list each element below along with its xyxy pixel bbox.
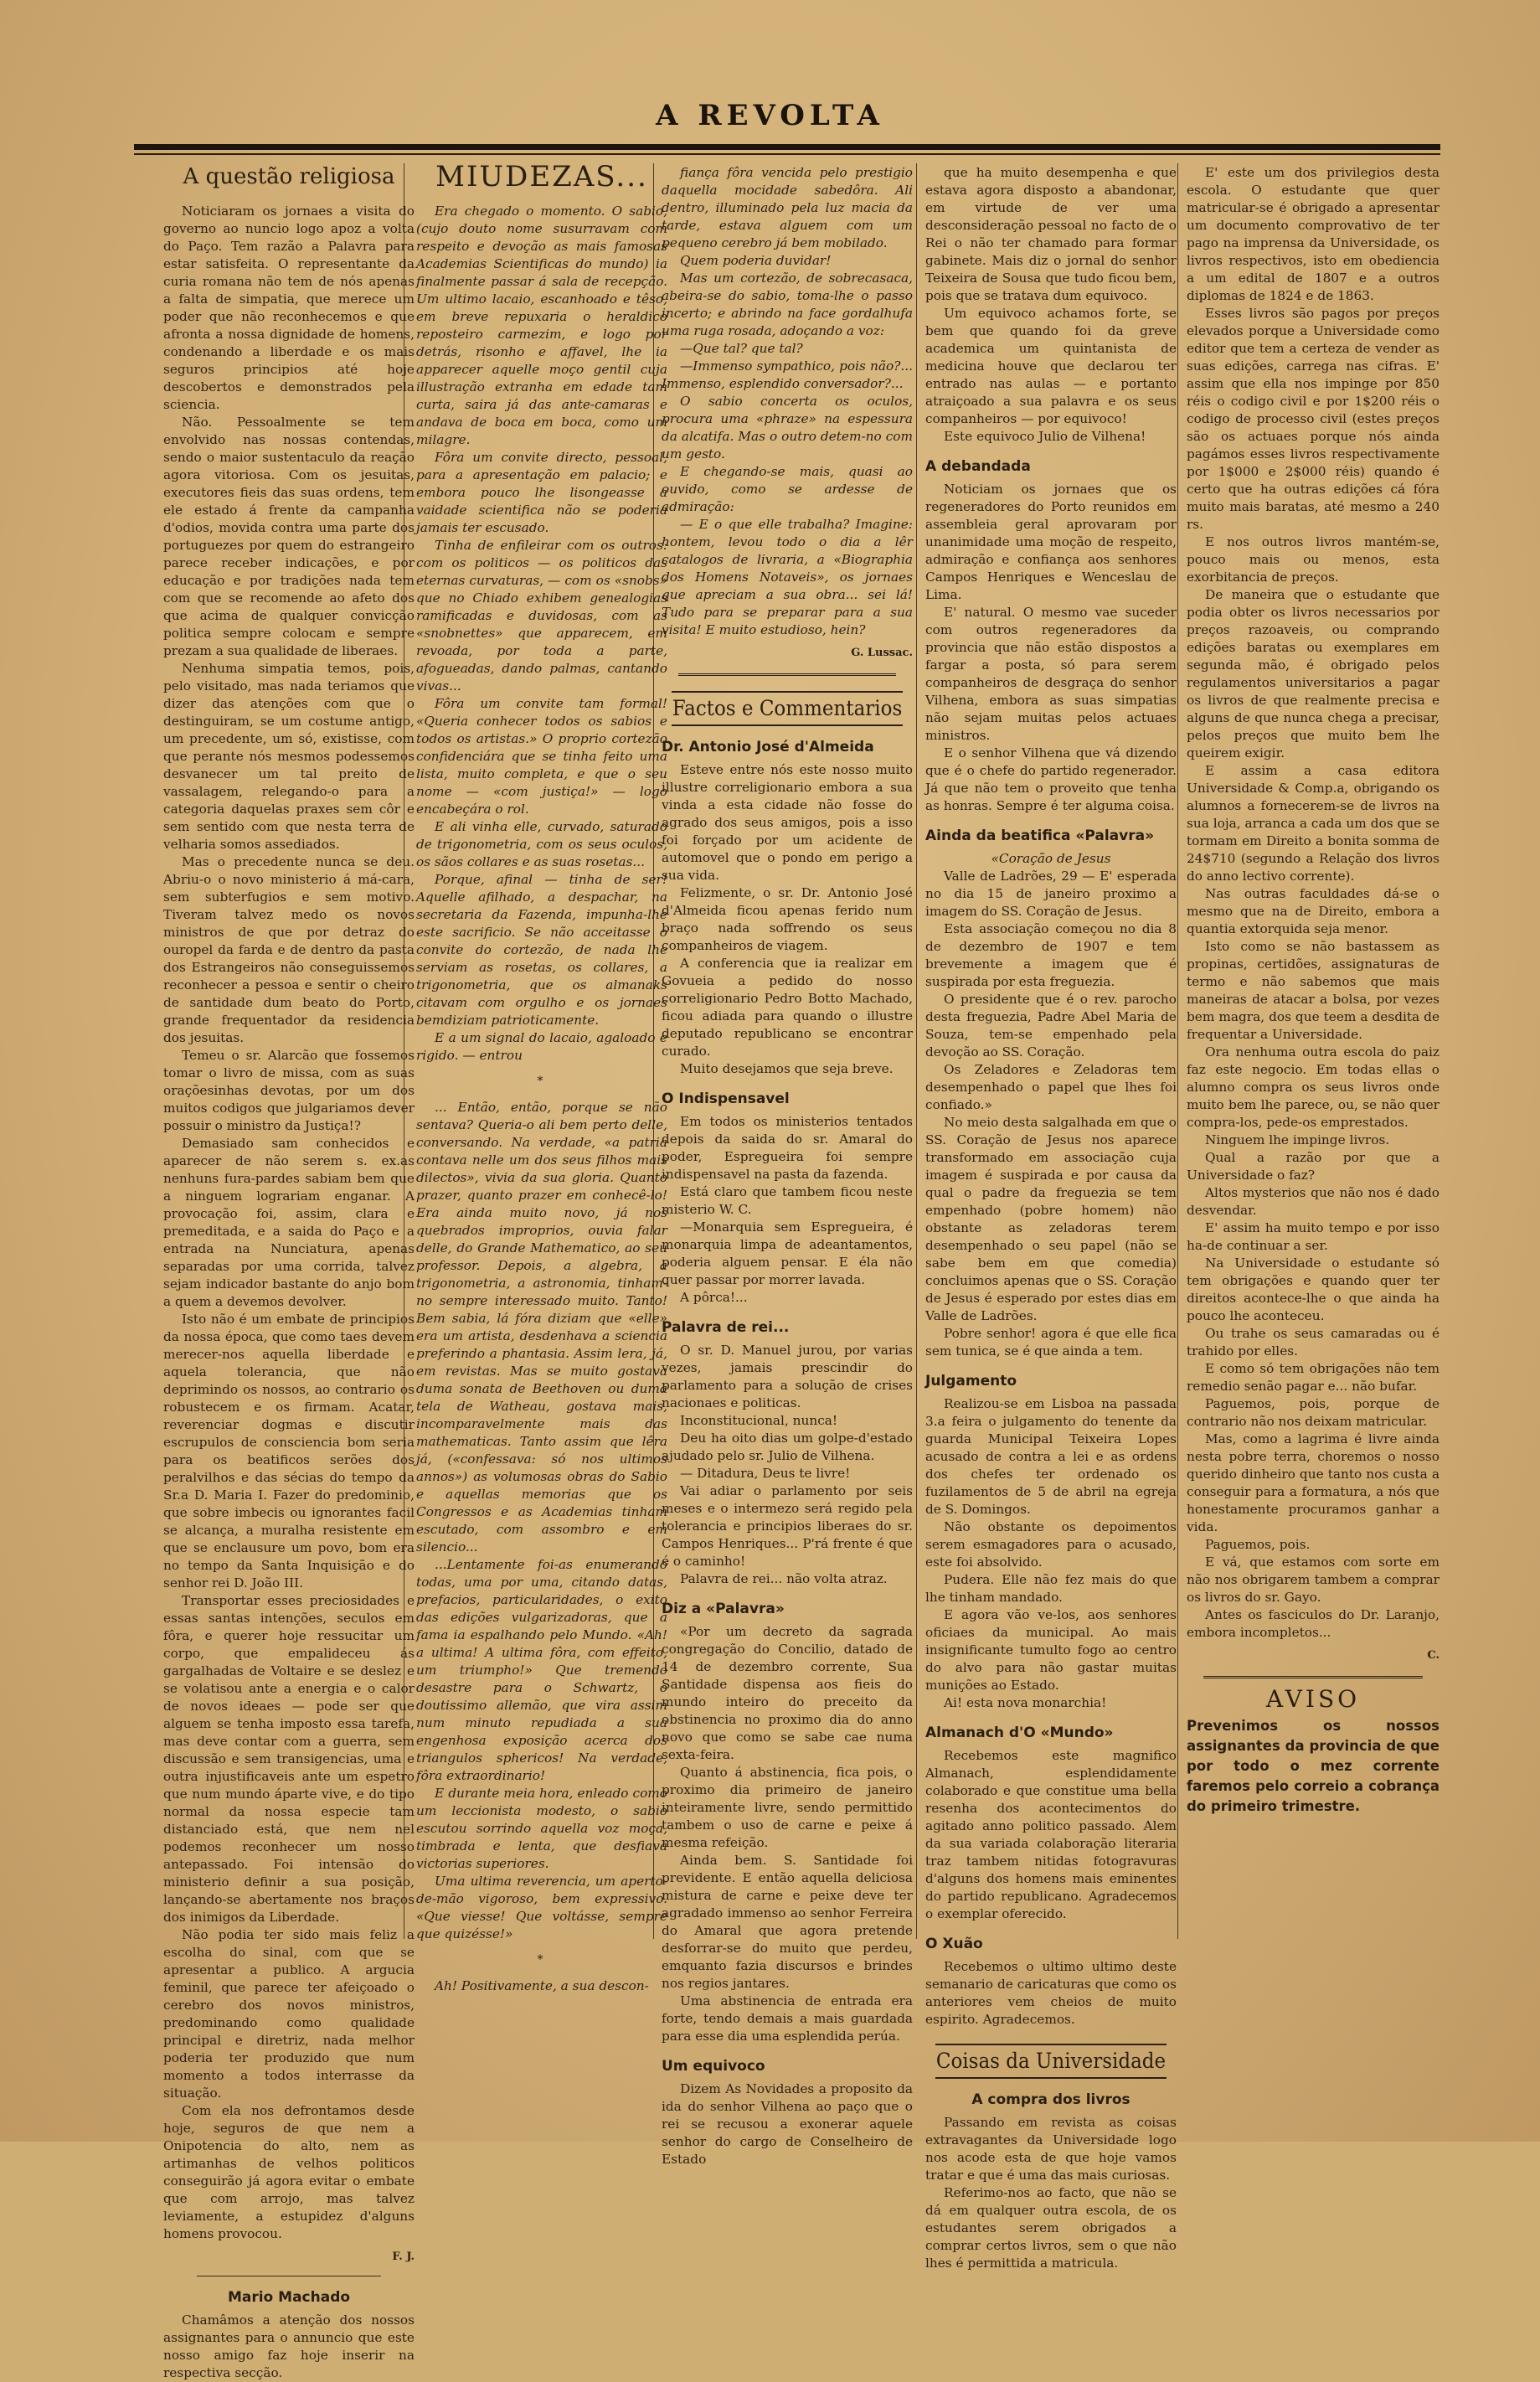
section-title: Diz a «Palavra»	[662, 1601, 785, 1617]
paragraph: Noticiaram os jornaes a visita do governo ao nuncio logo apoz a volta do Paço. Tem razão a Palavra para estar satisfeita. O representante da curia romana não tem de nós apenas a falta de simpatia, que merece um poder que não reconhecemos e que afronta a nossa dignidade de homens, condenando a liberdade e os mais seguros principios até hoje descobertos e demonstrados pela sciencia.	[163, 204, 415, 412]
column-3	[662, 164, 913, 2168]
column-2	[416, 160, 667, 1995]
paragraph: Está claro que tambem ficou neste misterio W. C.	[662, 1184, 913, 1217]
paragraph: E agora vão ve-los, aos senhores oficiaes da municipal. Ao mais insignificante tumulto fogo ao centro do alvo para não gastar muitas munições ao Estado.	[925, 1607, 1177, 1693]
paragraph: Transportar esses preciosidades e essas santas intenções, seculos em fôra, e querer hoje ressucitar um corpo, que empalideceu ás gargalhadas de Voltaire e se deslez e se volatisou ante a energia e o calor de novos ideaes — pode ser que alguem se tenha imposto essa tarefa, mas deve contar com a guerra, sem discussão e sem transigencias, uma e outra injustificaveis ante um espetro que num mundo áparte vive, e do tipo normal da nossa especie tam distanciado está, que nem nel podemos reconhecer um nosso antepassado. Foi intensão do ministerio definir a sua posição, lançando-se abertamente nos braços dos inimigos da Liberdade.	[163, 1593, 415, 1925]
paragraph: ...Lentamente foi-as enumerando todas, uma por uma, citando datas, prefacios, particularidades, o exito das edições vulgarizadoras, que a fama ia espalhando pelo Mundo. «Ah! a ultima! A ultima fôra, com effeito, um triumpho!» Que tremendo desastre para o Schwartz, o doutissimo allemão, que vira assim num minuto repudiada a sua engenhosa exposição acerca dos triangulos sphericos! Na verdade, fôra extraordinario!	[416, 1557, 667, 1783]
paragraph: Noticiam os jornaes que os regeneradores do Porto reunidos em assembleia geral aprovaram por unanimidade uma moção de respeito, admiração e confiança aos senhores Campos Henriques e Wenceslau de Lima.	[925, 482, 1177, 602]
news-sections	[662, 738, 913, 2168]
paragraph: Esteve entre nós este nosso muito illustre correligionario embora a sua vinda a esta cidade não fosse do agrado dos seus amigos, pois a isso foi forçado por um acidente de automovel que o pondo em perigo a sua vida.	[662, 762, 913, 883]
paragraph: Na Universidade o estudante só tem obrigações e quando quer ter direitos acontece-lhe o que ainda ha pouco lhe aconteceu.	[1187, 1255, 1440, 1323]
separator	[678, 673, 896, 676]
signature: G. Lussac.	[851, 647, 913, 659]
paragraph: que ha muito desempenha e que estava agora disposto a abandonar, em virtude de ver uma desconsideração pessoal no facto de o Rei o não ter chamado para formar gabinete. Mais diz o jornal do senhor Teixeira de Sousa que tudo ficou bem, pois que se tratava dum equivoco.	[925, 165, 1177, 303]
paragraph: E' este um dos privilegios desta escola. O estudante que quer matricular-se é obrigado a apresentar um documento comprovativo de ter pago na imprensa da Universidade, os livros respectivos, isto em obediencia a um edital de 1807 e a outros diplomas de 1824 e de 1863.	[1187, 165, 1440, 303]
paragraph: Quem poderia duvidar!	[680, 253, 832, 268]
article-body	[925, 2114, 1177, 2272]
section-title: Dr. Antonio José d'Almeida	[662, 739, 874, 755]
section-heading: Coisas da Universidade	[935, 2044, 1167, 2079]
paragraph: Ou trahe os seus camaradas ou é trahido por elles.	[1187, 1326, 1440, 1359]
paragraph: O sabio concerta os oculos, procura uma «phraze» na espessura da alcatifa. Mas o outro detem-no com um gesto.	[662, 394, 913, 461]
paragraph: Esta associação começou no dia 8 de dezembro de 1907 e tem brevemente a imagem que é suspirada por esta freguezia.	[925, 921, 1177, 989]
paragraph: Não podia ter sido mais feliz a escolha do sinal, com que se apresentar a publico. A argucia feminil, que parece ter afeiçoado o cerebro dos novos ministros, predominando como qualidade principal e diretriz, nada melhor poderia ter produzido que num momento a todos interrasse da situação.	[163, 1927, 415, 2101]
article-title: A questão religiosa	[183, 164, 395, 189]
section-title: Mario Machado	[227, 2289, 351, 2306]
paragraph: Fôra um convite directo, pessoal, para a apresentação em palacio; e embora pouco lhe lisongeasse a vaidade scientifica não se poderia jamais ter escusado.	[416, 450, 667, 535]
paragraph: — E o que elle trabalha? Imagine: hontem, levou todo o dia a lêr catalogos de livraria, a «Biographia dos Homens Notaveis», os jornaes que apreciam a sua obra... sei lá! Tudo para se preparar para a sua visita! E muito estudioso, hein?	[662, 517, 913, 637]
paragraph: Ainda bem. S. Santidade foi previdente. E então aquella deliciosa mistura de carne e peixe deve ter agradado immenso ao senhor Ferreira do Amaral que agora pretende desforrar-se do muito que perdeu, emquanto fazia discursos e brindes nos regios jantares.	[662, 1853, 913, 1991]
paragraph: Temeu o sr. Alarcão que fossemos tomar o livro de missa, com as suas oraçõesinhas devotas, por um dos muitos codigos que julgariamos dever possuir o ministro da Justiça!?	[163, 1048, 415, 1133]
signature: C.	[1427, 1649, 1440, 1662]
section-title: Julgamento	[925, 1373, 1017, 1390]
paragraph: Isto não é um embate de principios da nossa época, que como taes devem merecer-nos aquella liberdade e aquela tolerancia, que não deprimindo os nossos, ao contrario os robustecem e os firmam. Acatar, reverenciar dogmas e discutir escrupulos de consciencia bom seria para os beatificos serões dos peralvilhos e das sécias do tempo da Sr.a D. Maria I. Fazer do predominio, que sobre imbecis ou ignorantes facil se alcança, a muralha resistente em que se enclausure um povo, bom era no tempo da Santa Inquisição e do senhor rei D. João III.	[163, 1312, 415, 1591]
paragraph: Uma ultima reverencia, um aperto-de-mão vigoroso, bem expressivo. «Que viesse! Que voltásse, sempre que quizésse!»	[416, 1874, 667, 1941]
paragraph: Inconstitucional, nunca!	[680, 1413, 838, 1428]
section-title: A compra dos livros	[971, 2091, 1131, 2108]
column-5	[1187, 164, 1440, 1817]
paragraph: Os Zeladores e Zeladoras tem desempenhado o papel que lhes foi confiado.»	[925, 1062, 1177, 1112]
news-sections	[925, 457, 1177, 2029]
section-title: Almanach d'O «Mundo»	[925, 1725, 1114, 1741]
section-title: A debandada	[925, 458, 1031, 475]
signature: F. J.	[392, 2251, 415, 2263]
section-title: Ainda da beatifica «Palavra»	[925, 828, 1155, 844]
paragraph: Com ela nos defrontamos desde hoje, seguros de que nem a Onipotencia do alto, nem as artimanhas de velhos politicos conseguirão já agora evitar o embate que com arrojo, mas talvez leviamente, a estupidez d'alguns homens provocou.	[163, 2103, 415, 2241]
paragraph: Quanto á abstinencia, fica pois, o proximo dia primeiro de janeiro inteiramente livre, sendo permittido tambem o uso de carne e peixe á mesma refeição.	[662, 1765, 913, 1850]
paragraph: A pôrca!...	[680, 1290, 748, 1305]
paragraph: Paguemos, pois.	[1205, 1537, 1311, 1552]
paragraph: Nas outras faculdades dá-se o mesmo que na de Direito, embora a quantia extorquida seja menor.	[1187, 886, 1440, 936]
article-body	[163, 203, 415, 2243]
paragraph: — Ditadura, Deus te livre!	[680, 1466, 851, 1481]
paragraph: Muito desejamos que seja breve.	[680, 1061, 894, 1076]
paragraph: Demasiado sam conhecidos e aparecer de não serem s. ex.as nenhuns fura-pardes sabiam bem que a ninguem lograriam enganar. A provocação foi, assim, clara e premeditada, e a saida do Paço e a entrada na Nunciatura, apenas separadas por uma corrida, talvez sejam indicador bastante do anjo bom a quem a devemos devolver.	[163, 1136, 415, 1309]
paragraph: E chegando-se mais, quasi ao ouvido, como se ardesse de admiração:	[662, 464, 913, 514]
article-body	[416, 203, 667, 1065]
section-title: Palavra de rei...	[662, 1319, 790, 1336]
column-1	[163, 164, 415, 2382]
section-subtitle: «Coração de Jesus	[991, 851, 1111, 866]
paragraph: No meio desta salgalhada em que o SS. Coração de Jesus nos aparece transformado em associação cuja imagem é suspirada e por causa da qual o padre da freguezia se tem empenhado (pobre homem) não obstante as zeladoras terem desempenhado o seu papel (não se sabe bem em que comedia) concluimos apenas que o SS. Coração de Jesus é esperado por estes dias em Valle de Ladrões.	[925, 1115, 1177, 1323]
paragraph: Ai! esta nova monarchia!	[944, 1695, 1107, 1710]
paragraph: —Monarquia sem Espregueira, é monarquia limpa de adeantamentos, poderia alguem pensar. E éla não quer passar por morrer lavada.	[662, 1219, 913, 1287]
paragraph: E a um signal do lacaio, agaloado e rigido. — entrou	[416, 1030, 667, 1063]
paragraph: Qual a razão por que a Universidade o faz?	[1187, 1150, 1440, 1183]
paragraph: Tinha de enfileirar com os outros: com os politicos — os politicos das eternas curvaturas, — com os «snobs» que no Chiado exhibem genealogias ramificadas e duvidosas, com as «snobnettes» que apparecem, em revoada, por toda a parte, afogueadas, dando palmas, cantando vivas...	[416, 538, 667, 693]
paragraph: E vá, que estamos com sorte em não nos obrigarem tambem a comprar os livros do sr. Gayo.	[1187, 1554, 1440, 1605]
section-title: Um equivoco	[662, 2058, 765, 2075]
paragraph: E o senhor Vilhena que vá dizendo que é o chefe do partido regenerador. Já que não tem o proveito que tenha as honras. Sempre é ter alguma coisa.	[925, 745, 1177, 813]
paragraph: Realizou-se em Lisboa na passada 3.a feira o julgamento do tenente da guarda Municipal Teixeira Lopes acusado de contra a lei e as ordens dos chefes ter ordenado os fuzilamentos de 5 de abril na egreja de S. Domingos.	[925, 1396, 1177, 1517]
section-star: *	[537, 1075, 547, 1088]
paragraph: Fôra um convite tam formal! «Queria conhecer todos os sabios e todos os artistas.» O proprio cortezão confidenciára que se tinha feito uma lista, muito completa, e que o seu nome — «com justiça!» — logo encabeçára o rol.	[416, 696, 667, 817]
paragraph: Não obstante os depoimentos serem esmagadores para o acusado, este foi absolvido.	[925, 1519, 1177, 1570]
paragraph: Pudera. Elle não fez mais do que lhe tinham mandado.	[925, 1572, 1177, 1605]
paragraph: E como só tem obrigações não tem remedio senão pagar e... não bufar.	[1187, 1361, 1440, 1394]
paragraph: —Que tal? que tal?	[680, 341, 803, 356]
section-title: O Xuão	[925, 1936, 983, 1952]
paragraph: fiança fôra vencida pelo prestigio daquella mocidade sabedôra. Ali dentro, illuminado pela luz macia da tarde, estava alguem com um pequeno cerebro já bem mobilado.	[662, 165, 913, 250]
paragraph: E nos outros livros mantém-se, pouco mais ou menos, esta exorbitancia de preços.	[1187, 534, 1440, 585]
paragraph: Uma abstinencia de entrada era forte, tendo demais a mais guardada para esse dia uma esplendida perúa.	[662, 1993, 913, 2044]
masthead: A REVOLTA	[656, 99, 884, 132]
paragraph: Era chegado o momento. O sabio, (cujo douto nome susurravam com respeito e devoção as mais famosas Academias Scientificas do mundo) ia finalmente passar á sala de recepção. Um ultimo lacaio, escanhoado e têso, em breve repuxaria o heraldico reposteiro carmezim, e logo por detrás, risonho e affavel, lhe ia apparecer aquelle moço gentil cuja illustração extranha em edade tam curta, saira já das ante-camaras e andava de boca em boca, como um milagre.	[416, 204, 667, 447]
section-heading: Factos e Commentarios	[672, 691, 903, 726]
article-title: MIUDEZAS...	[435, 160, 648, 193]
paragraph: Felizmente, o sr. Dr. Antonio José d'Almeida ficou apenas ferido num braço nada soffrendo os seus companheiros de viagem.	[662, 885, 913, 953]
paragraph: Recebemos este magnifico Almanach, esplendidamente colaborado e que constitue uma bella resenha dos acontecimentos do agitado anno politico passado. Alem da sua variada colaboração literaria traz tambem nitidas fotogravuras d'alguns dos homens mais eminentes do partido republicano. Agradecemos o exemplar oferecido.	[925, 1748, 1177, 1921]
paragraph: Dizem As Novidades a proposito da ida do senhor Vilhena ao paço que o rei se recusou a exonerar aquele senhor do cargo de Conselheiro de Estado	[662, 2081, 913, 2167]
section-text: Chamâmos a atenção dos nossos assignantes para o annuncio que este nosso amigo faz hoje inserir na respectiva secção.	[163, 2312, 415, 2380]
paragraph: O presidente que é o rev. parocho desta freguezia, Padre Abel Maria de Souza, tem-se empenhado pela devoção ao SS. Coração.	[925, 992, 1177, 1060]
paragraph: Isto como se não bastassem as propinas, certidões, assignaturas de termo e não sabemos que mais maneiras de atacar a bolsa, por vezes bem magra, dos que teem a desdita de frequentar a Universidade.	[1187, 939, 1440, 1042]
notice-title: AVISO	[1265, 1685, 1361, 1713]
paragraph: Mas o precedente nunca se deu. Abriu-o o novo ministerio á má-cara, sem subterfugios e sem motivo. Tiveram talvez medo os novos ministros de que por detraz do ouropel da farda e de dentro da pasta dos Estrangeiros não conseguissemos reconhecer a pessoa e sentir o cheiro de santidade dum beato do Porto, grande frequentador da residencia dos jesuitas.	[163, 854, 415, 1045]
paragraph: Não. Pessoalmente se tem envolvido nas nossas contendas, sendo o maior sustentaculo da reação agora vitoriosa. Com os jesuitas, executores fieis das suas ordens, tem ele estado á frente da campanha d'odios, movida contra uma parte dos portuguezes por quem do estrangeiro parece receber indicações, e por educação e por tradições nada tem com que se recomende ao afeto dos que acima de qualquer convicção politica sempre colocam e sempre prezam a sua qualidade de liberaes.	[163, 415, 415, 658]
paragraph: Passando em revista as coisas extravagantes da Universidade logo nos acode esta de que hoje vamos tratar e que é uma das mais curiosas.	[925, 2115, 1177, 2183]
paragraph: Este equivoco Julio de Vilhena!	[944, 429, 1146, 444]
paragraph: Deu ha oito dias um golpe-d'estado ajudado pelo sr. Julio de Vilhena.	[662, 1431, 913, 1463]
paragraph: ... Então, então, porque se não sentava? Queria-o ali bem perto delle, conversando. Na verdade, «a patria contava nelle um dos seus filhos mais dilectos», vivia da sua gloria. Quanto prazer, quanto prazer em conhecê-lo! Era ainda muito novo, já nos quebrados improprios, ouvia falar delle, do Grande Mathematico, ao seu professor. Depois, a algebra, a trigonometria, a astronomia, tinham-no sempre interessado muito. Tanto! Bem sabia, lá fóra diziam que «elle» era um artista, desdenhava a sciencia preferindo a phantasia. Assim lera, já, em revistas. Mas se muito gostava duma sonata de Beethoven ou duma tela de Watheau, gostava mais, incomparavelmente mais das mathematicas. Tanto assim que lêra já, («confessava: só nos ultimos annos») as volumosas obras do Sabio e aquellas memorias que os Congressos e as Academias tinham escutado, com assombro e em silencio...	[416, 1100, 667, 1554]
paragraph: E' natural. O mesmo vae suceder com outros regeneradores da provincia que não estão dispostos a fargar a posta, só para serem companheiros de desgraça do senhor Vilhena, embora as suas simpatias não sejam muitas pelos actuaes ministros.	[925, 605, 1177, 743]
article-body	[416, 1099, 667, 1943]
separator	[1203, 1676, 1423, 1678]
paragraph: Vai adiar o parlamento por seis meses e o intermezo será regido pela tolerancia e principios liberaes do sr. Campos Henriques... P'rá frente é que é o caminho!	[662, 1483, 913, 1569]
column-4	[925, 164, 1177, 2272]
paragraph: O sr. D. Manuel jurou, por varias vezes, jamais prescindir do parlamento para a solução de crises nacionaes e politicas.	[662, 1343, 913, 1410]
paragraph: Altos mysterios que não nos é dado desvendar.	[1187, 1185, 1440, 1218]
section-star: *	[537, 1953, 547, 1967]
masthead-rule-thin	[134, 153, 1440, 155]
paragraph: Nenhuma simpatia temos, pois, pelo visitado, mas nada teriamos que dizer das atenções com que o destinguiram, se um costume antigo, um precedente, um só, existisse, com que perante nós mesmos podessemos desvanecer um tal preito de vassalagem, relegando-o para a categoria daquelas praxes sem côr e sem sentido com que nesta terra de velharia somos assediados.	[163, 661, 415, 852]
article-body	[925, 164, 1177, 446]
paragraph: «Por um decreto da sagrada congregação do Concilio, datado de 14 de dezembro corrente, Sua Santidade dispensa aos fieis do mundo inteiro do preceito da obstinencia no proximo dia do anno novo que como se sabe cae numa sexta-feira.	[662, 1624, 913, 1762]
paragraph: Ora nenhuma outra escola do paiz faz este negocio. Em todas ellas o alumno compra os seus livros onde muito bem lhe parece, ou, se não quer compra-los, pede-os emprestados.	[1187, 1044, 1440, 1130]
notice-text: Prevenimos os nossos assignantes da provincia de que por todo o mez corrente faremos pelo correio a cobrança do primeiro trimestre.	[1187, 1718, 1440, 1814]
paragraph: —Immenso sympathico, pois não?... Immenso, esplendido conversador?...	[662, 358, 913, 391]
section-title: O Indispensavel	[662, 1090, 790, 1107]
paragraph: Paguemos, pois, porque de contrario não nos deixam matricular.	[1187, 1396, 1440, 1429]
paragraph: De maneira que o estudante que podia obter os livros necessarios por preços razoaveis, ou comprando edições baratas ou exemplares em segunda mão, é obrigado pelos regulamentos universitarios a pagar os livros de que realmente precisa e alguns de que nunca chega a precisar, pelos preços que muito bem lhe queirem exigir.	[1187, 587, 1440, 760]
paragraph: Palavra de rei... não volta atraz.	[680, 1571, 888, 1586]
column-divider	[916, 163, 917, 1939]
paragraph: E ali vinha elle, curvado, saturado de trigonometria, com os seus oculos, os sãos collares e as suas rosetas...	[416, 819, 667, 869]
paragraph: Porque, afinal — tinha de ser! Aquelle afilhado, a despachar, na secretaria da Fazenda, impunha-lhe este sacrificio. Se não acceitasse o convite do cortezão, de nada lhe serviam as rosetas, os collares, a trigonometria, que os almanaks citavam com orgulho e os jornaes bemdiziam patrioticamente.	[416, 872, 667, 1028]
paragraph: Recebemos o ultimo ultimo deste semanario de caricaturas que como os anteriores vem cheios de muito espirito. Agradecemos.	[925, 1959, 1177, 2027]
paragraph: Valle de Ladrões, 29 — E' esperada no dia 15 de janeiro proximo a imagem do SS. Coração de Jesus.	[925, 869, 1177, 919]
paragraph: Antes os fasciculos do Dr. Laranjo, embora incompletos...	[1187, 1607, 1440, 1640]
paragraph: Esses livros são pagos por preços elevados porque a Universidade como editor que tem a certeza de vender as suas edições, carrega nas cifras. E' assim que ella nos impinge por 850 réis o codigo civil e por 1$200 réis o codigo de processo civil (estes preços são os actuaes porque nós ainda pagámos esses livros respectivamente por 1$000 e 2$000 réis) quando é certo que ha outras edições cá fóra muito mais baratas, até mesmo a 240 rs.	[1187, 306, 1440, 532]
column-divider	[1177, 163, 1178, 1939]
paragraph: Mas um cortezão, de sobrecasaca, abeira-se do sabio, toma-lhe o passo incerto; e abrindo na face gordalhufa uma ruga rosada, adoçando a voz:	[662, 271, 913, 338]
article-body	[1187, 164, 1440, 1642]
article-continuation: Ah! Positivamente, a sua descon-	[435, 1978, 649, 1993]
paragraph: Referimo-nos ao facto, que não se dá em qualquer outra escola, de os estudantes serem obrigados a comprar certos livros, sem o que não lhes é permittida a matricula.	[925, 2185, 1177, 2271]
paragraph: Um equivoco achamos forte, se bem que quando foi da greve academica um quintanista de medicina houve que declarou ter entrado nas aulas — e portanto atraiçoado a sua palavra e os seus companheiros — por equivoco!	[925, 306, 1177, 426]
masthead-rule	[134, 144, 1440, 150]
paragraph: Mas, como a lagrima é livre ainda nesta pobre terra, choremos o nosso querido dinheiro que tanto nos custa a conseguir para a formatura, a nós que honestamente procuramos ganhar a vida.	[1187, 1431, 1440, 1534]
paragraph: A conferencia que ia realizar em Govueia a pedido do nosso correligionario Pedro Botto Machado, ficou adiada para quando o illustre deputado republicano se encontrar curado.	[662, 956, 913, 1059]
paragraph: Pobre senhor! agora é que elle fica sem tunica, se é que ainda a tem.	[925, 1326, 1177, 1359]
paragraph: E durante meia hora, enleado como um leccionista modesto, o sabio escutou sorrindo aquella voz moça, timbrada e lenta, que desfiava victorias superiores.	[416, 1786, 667, 1871]
article-body	[662, 164, 913, 639]
paragraph: E' assim ha muito tempo e por isso ha-de continuar a ser.	[1187, 1220, 1440, 1253]
paragraph: E assim a casa editora Universidade & Comp.a, obrigando os alumnos a fornecerem-se de livros na sua loja, arranca a cada um dos que se tormam em Direito a bonita somma de 24$710 (segundo a Relação dos livros do anno lectivo corrente).	[1187, 763, 1440, 884]
paragraph: Ninguem lhe impinge livros.	[1205, 1132, 1390, 1147]
paragraph: Em todos os ministerios tentados depois da saida do sr. Amaral do poder, Espregueira foi sempre indispensavel na pasta da fazenda.	[662, 1114, 913, 1182]
